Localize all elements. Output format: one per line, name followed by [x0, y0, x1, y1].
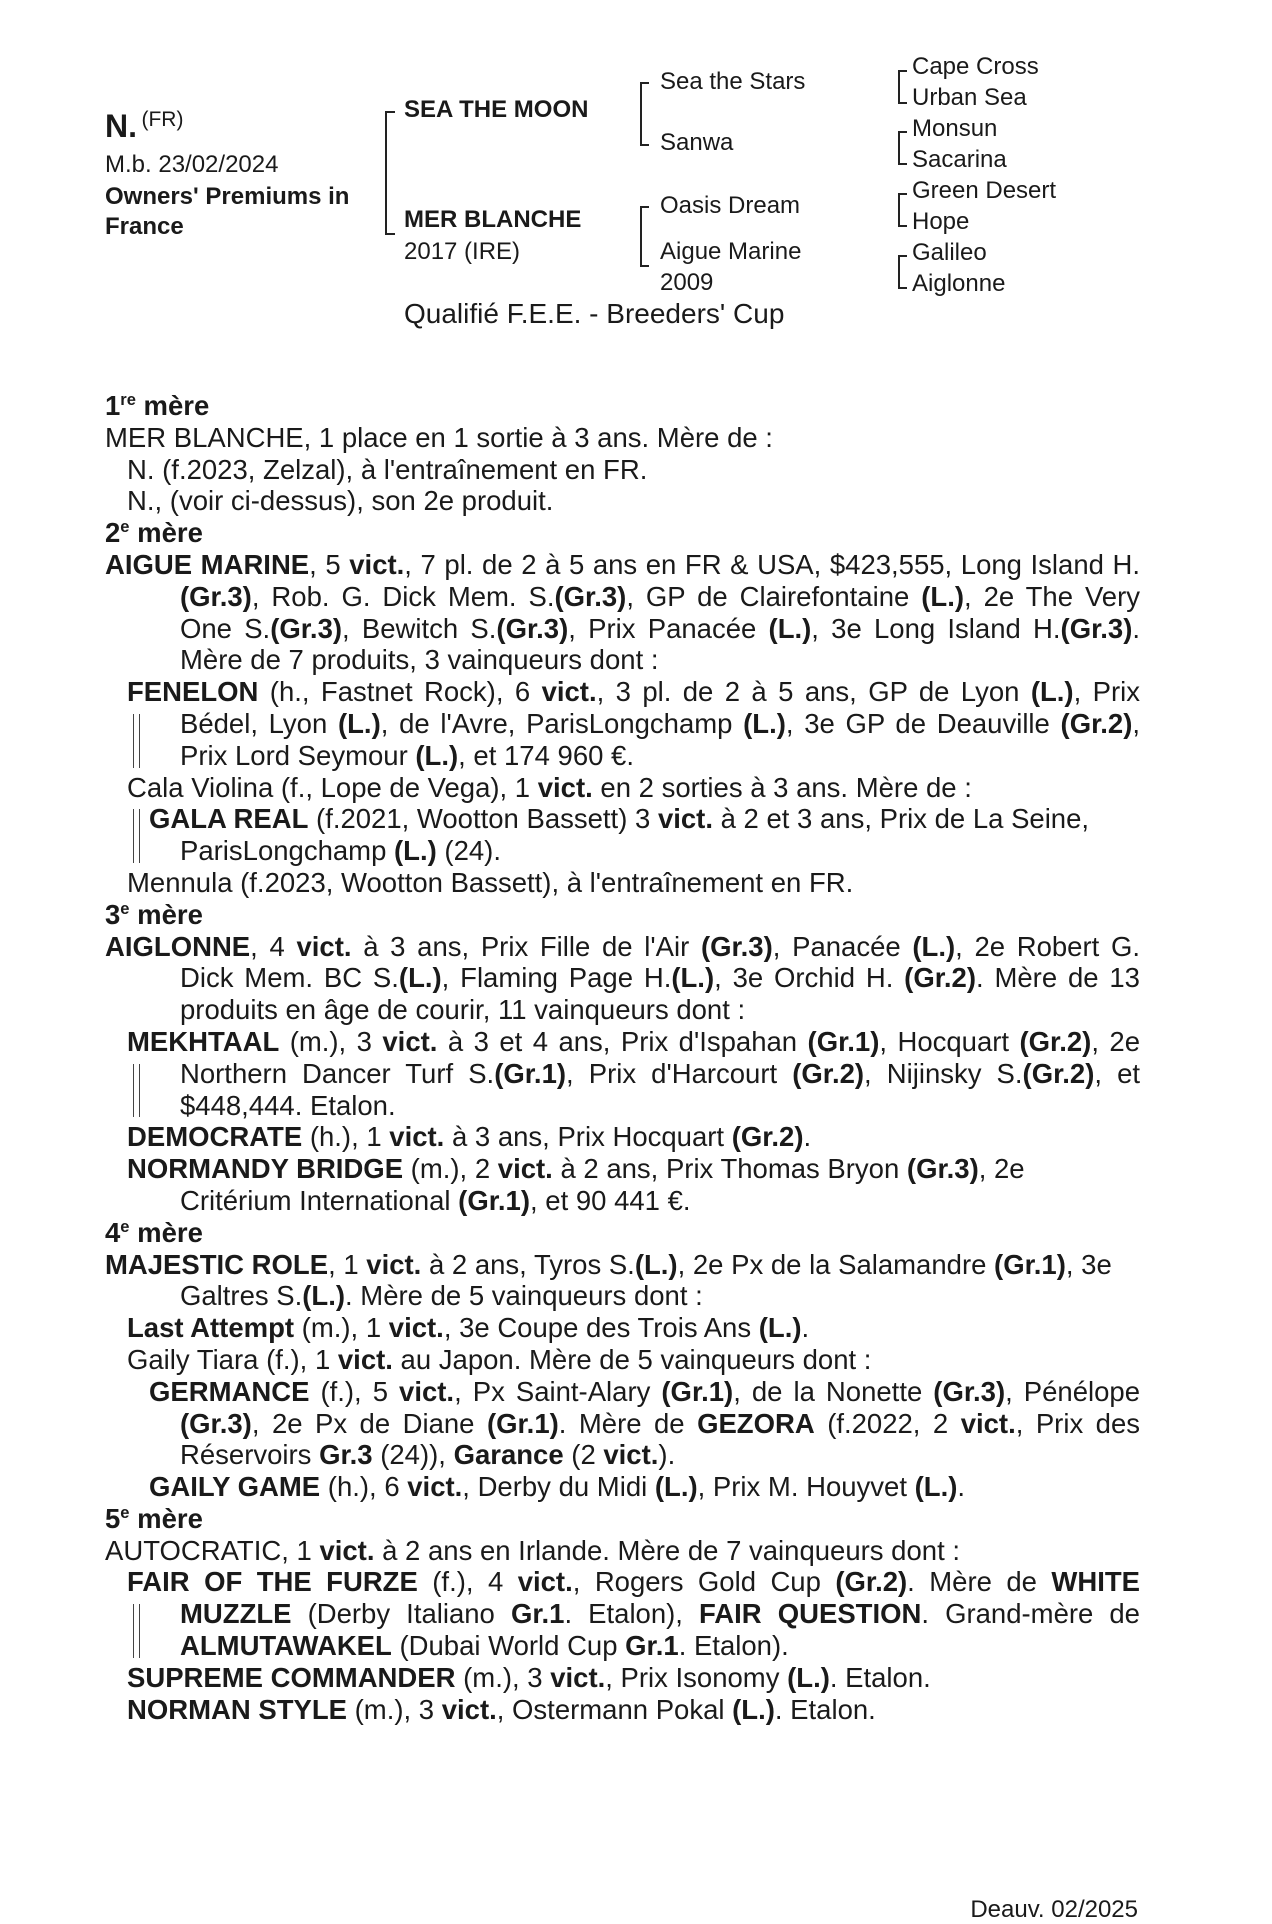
- pedigree-bracket-g3-4: [898, 255, 907, 289]
- g3-aiglonne: Aiglonne: [912, 270, 1006, 297]
- female-line-text: [105, 390, 1140, 1725]
- footer-date: Deauv. 02/2025: [970, 1896, 1138, 1923]
- paragraph: Gaily Tiara (f.), 1 vict. au Japon. Mère de 5 vainqueurs dont :: [127, 1343, 872, 1375]
- paragraph: GERMANCE (f.), 5 vict., Px Saint-Alary (Gr.1), de la Nonette (Gr.3), Pénélope (Gr.3), 2e Px de Diane (Gr.1). Mère de GEZORA (f.2022, 2 vict., Prix des Réservoirs Gr.3 (24)), Garance (2 vict.).: [149, 1375, 1140, 1471]
- dam-dam-year: 2009: [660, 269, 714, 296]
- paragraph: MAJESTIC ROLE, 1 vict. à 2 ans, Tyros S.(L.), 2e Px de la Salamandre (Gr.1), 3e Galtres S.(L.). Mère de 5 vainqueurs dont :: [105, 1248, 1112, 1312]
- paragraph: N., (voir ci-dessus), son 2e produit.: [127, 485, 554, 517]
- paragraph: AUTOCRATIC, 1 vict. à 2 ans en Irlande. Mère de 7 vainqueurs dont :: [105, 1534, 960, 1566]
- dam-dam: Aigue Marine: [660, 238, 802, 265]
- g3-monsun: Monsun: [912, 115, 998, 142]
- pedigree-bracket-g3-2: [898, 131, 907, 165]
- pedigree-bracket-g3-3: [898, 193, 907, 227]
- horse-title: [105, 108, 183, 145]
- premium-line-2: France: [105, 213, 184, 240]
- pedigree-bracket-sire: [640, 82, 649, 146]
- paragraph: AIGUE MARINE, 5 vict., 7 pl. de 2 à 5 ans en FR & USA, $423,555, Long Island H.(Gr.3), Rob. G. Dick Mem. S.(Gr.3), GP de Clairefontaine (L.), 2e The Very One S.(Gr.3), Bewitch S.(Gr.3), Prix Panacée (L.), 3e Long Island H.(Gr.3). Mère de 7 produits, 3 vainqueurs dont :: [105, 548, 1141, 676]
- paragraph: MEKHTAAL (m.), 3 vict. à 3 et 4 ans, Prix d'Ispahan (Gr.1), Hocquart (Gr.2), 2e Northern Dancer Turf S.(Gr.1), Prix d'Harcourt (Gr.2), Nijinsky S.(Gr.2), et $448,444. Etalon.: [127, 1025, 1141, 1121]
- paragraph: MER BLANCHE, 1 place en 1 sortie à 3 ans. Mère de :: [105, 421, 773, 453]
- g3-green-desert: Green Desert: [912, 177, 1057, 204]
- dam-heading-2: 2e mère: [105, 517, 203, 549]
- sire-name: SEA THE MOON: [404, 96, 589, 123]
- horse-name: N.: [105, 108, 137, 144]
- paragraph: Last Attempt (m.), 1 vict., 3e Coupe des Trois Ans (L.).: [127, 1312, 810, 1344]
- sire-dam: Sanwa: [660, 129, 734, 156]
- g3-sacarina: Sacarina: [912, 146, 1007, 173]
- paragraph: NORMANDY BRIDGE (m.), 2 vict. à 2 ans, Prix Thomas Bryon (Gr.3), 2e Critérium International (Gr.1), et 90 441 €.: [127, 1153, 1025, 1216]
- pedigree-bracket-1: [385, 111, 395, 235]
- paragraph: FENELON (h., Fastnet Rock), 6 vict., 3 pl. de 2 à 5 ans, GP de Lyon (L.), Prix Bédel, Lyon (L.), de l'Avre, ParisLongchamp (L.), 3e GP de Deauville (Gr.2), Prix Lord Seymour (L.), et 174 960 €.: [127, 676, 1140, 771]
- dam-heading-3: 3e mère: [105, 898, 203, 930]
- dam-heading-4: 4e mère: [105, 1216, 203, 1248]
- qualification: Qualifié F.E.E. - Breeders' Cup: [404, 298, 785, 329]
- g3-galileo: Galileo: [912, 239, 987, 266]
- horse-origin: (FR): [141, 108, 184, 131]
- paragraph: Cala Violina (f., Lope de Vega), 1 vict. en 2 sorties à 3 ans. Mère de :: [127, 771, 972, 803]
- paragraph: DEMOCRATE (h.), 1 vict. à 3 ans, Prix Hocquart (Gr.2).: [127, 1121, 812, 1153]
- paragraph: GAILY GAME (h.), 6 vict., Derby du Midi (L.), Prix M. Houyvet (L.).: [149, 1471, 966, 1503]
- dam-name: MER BLANCHE: [404, 206, 582, 233]
- dam-heading-5: 5e mère: [105, 1502, 203, 1534]
- dam-info: 2017 (IRE): [404, 238, 521, 265]
- paragraph: SUPREME COMMANDER (m.), 3 vict., Prix Isonomy (L.). Etalon.: [127, 1661, 931, 1693]
- pedigree-bracket-dam: [640, 206, 649, 267]
- sex-birth: M.b. 23/02/2024: [105, 151, 279, 178]
- paragraph: Mennula (f.2023, Wootton Bassett), à l'entraînement en FR.: [127, 866, 854, 898]
- g3-urban-sea: Urban Sea: [912, 84, 1027, 111]
- pedigree-bracket-g3-1: [898, 70, 907, 104]
- paragraph: FAIR OF THE FURZE (f.), 4 vict., Rogers Gold Cup (Gr.2). Mère de WHITE MUZZLE (Derby Italiano Gr.1. Etalon), FAIR QUESTION. Grand-mère de ALMUTAWAKEL (Dubai World Cup Gr.1. Etalon).: [127, 1566, 1140, 1662]
- paragraph: AIGLONNE, 4 vict. à 3 ans, Prix Fille de l'Air (Gr.3), Panacée (L.), 2e Robert G. Dick Mem. BC S.(L.), Flaming Page H.(L.), 3e Orchid H. (Gr.2). Mère de 13 produits en âge de courir, 11 vainqueurs dont :: [105, 930, 1140, 1026]
- dam-sire: Oasis Dream: [660, 192, 801, 219]
- paragraph: NORMAN STYLE (m.), 3 vict., Ostermann Pokal (L.). Etalon.: [127, 1693, 876, 1725]
- premium-line-1: Owners' Premiums in: [105, 183, 350, 210]
- paragraph: GALA REAL (f.2021, Wootton Bassett) 3 vict. à 2 et 3 ans, Prix de La Seine, ParisLongchamp (L.) (24).: [105, 803, 1140, 867]
- dam-heading-1: 1re mère: [105, 390, 210, 421]
- g3-cape-cross: Cape Cross: [912, 53, 1039, 80]
- sire-sire: Sea the Stars: [660, 68, 806, 95]
- g3-hope: Hope: [912, 208, 970, 235]
- paragraph: N. (f.2023, Zelzal), à l'entraînement en FR.: [127, 453, 648, 485]
